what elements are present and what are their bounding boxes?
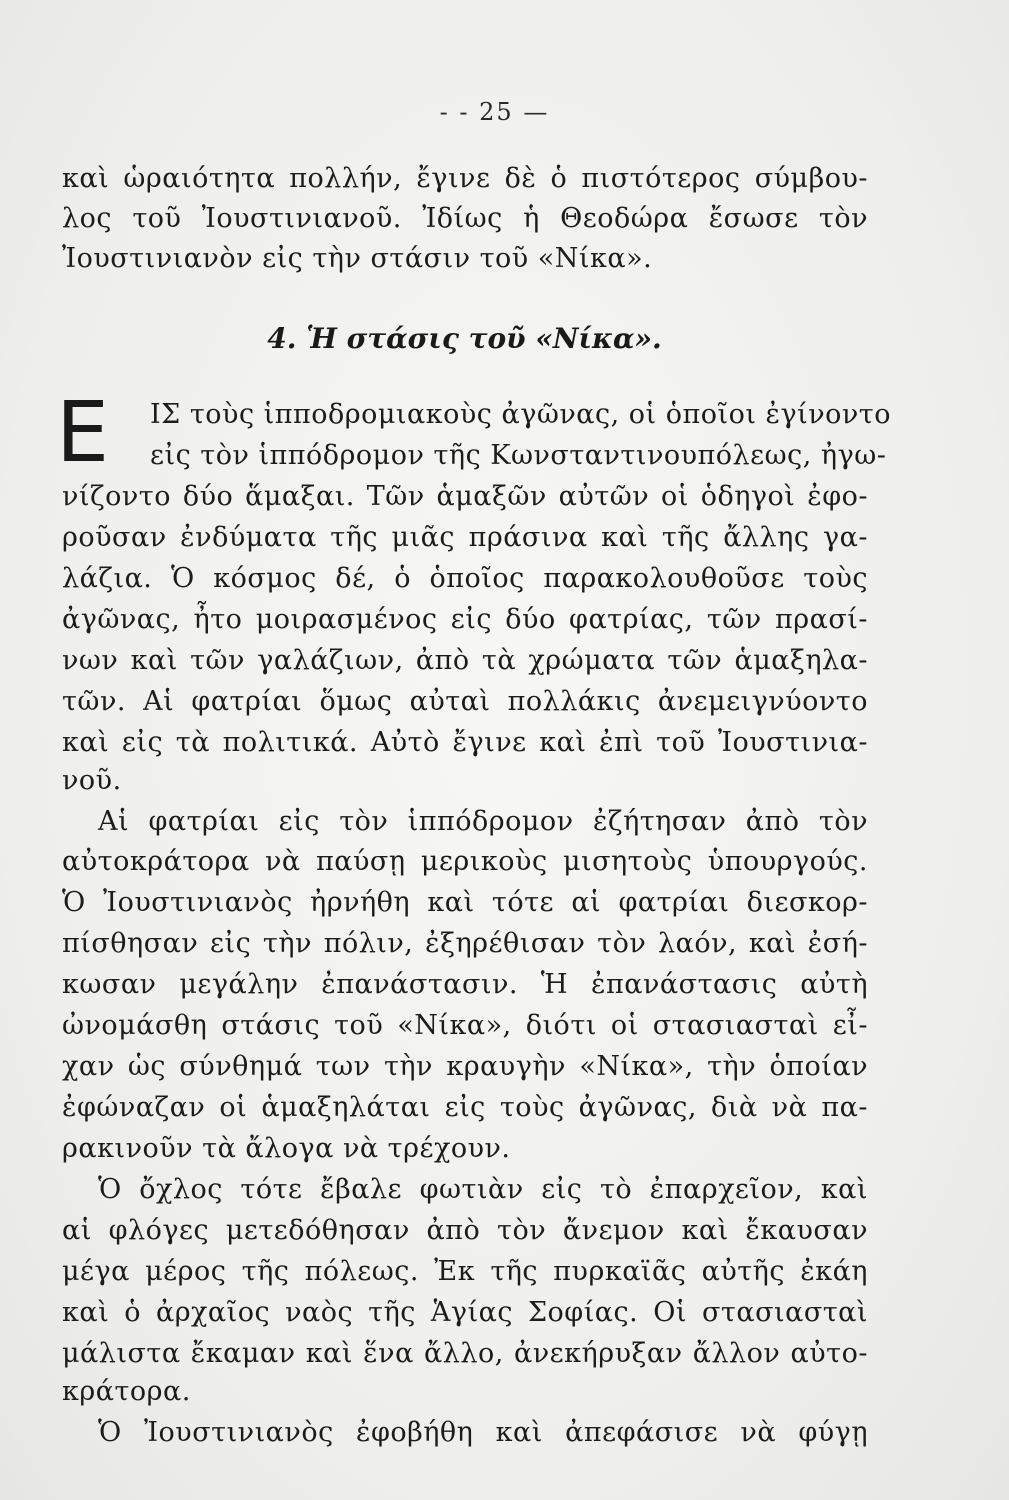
text-line: ἐφώναζαν οἱ ἁμαξηλάται εἰς τοὺς ἀγῶνας, διὰ νὰ πα-	[62, 1092, 868, 1123]
text-line: Ὁ Ἰουστινιανὸς ἐφοβήθη καὶ ἀπεφάσισε νὰ φύγῃ	[98, 1417, 868, 1448]
text-line: ΙΣ τοὺς ἱπποδρομιακοὺς ἀγῶνας, οἱ ὁποῖοι ἐγίνοντο	[150, 399, 891, 430]
text-line: αὐτοκράτορα νὰ παύσῃ μερικοὺς μισητοὺς ὑπουργούς.	[62, 846, 868, 877]
text-line: καὶ εἰς τὰ πολιτικά. Αὐτὸ ἔγινε καὶ ἐπὶ τοῦ Ἰουστινια-	[62, 727, 868, 758]
text-line: λος τοῦ Ἰουστινιανοῦ. Ἰδίως ἡ Θεοδώρα ἔσωσε τὸν	[62, 203, 868, 234]
text-line: αἱ φλόγες μετεδόθησαν ἀπὸ τὸν ἄνεμον καὶ ἔκαυσαν	[62, 1215, 868, 1246]
text-line: λάζια. Ὁ κόσμος δέ, ὁ ὁποῖος παρακολουθοῦσε τοὺς	[62, 563, 868, 594]
text-line: νίζοντο δύο ἅμαξαι. Τῶν ἁμαξῶν αὐτῶν οἱ ὁδηγοὶ ἐφο-	[62, 481, 868, 512]
text-line: κράτορα.	[62, 1376, 191, 1407]
text-line: Ὁ ὄχλος τότε ἔβαλε φωτιὰν εἰς τὸ ἐπαρχεῖον, καὶ	[98, 1174, 868, 1205]
text-line: Ἰουστινιανὸν εἰς τὴν στάσιν τοῦ «Νίκα».	[62, 243, 653, 274]
text-line: πίσθησαν εἰς τὴν πόλιν, ἐξηρέθισαν τὸν λαόν, καὶ ἐσή-	[62, 928, 868, 959]
text-line: ροῦσαν ἐνδύματα τῆς μιᾶς πράσινα καὶ τῆς ἄλλης γα-	[62, 522, 868, 553]
text-line: καὶ ὁ ἀρχαῖος ναὸς τῆς Ἁγίας Σοφίας. Οἱ στασιασταὶ	[62, 1297, 868, 1328]
text-line: ἀγῶνας, ἦτο μοιρασμένος εἰς δύο φατρίας, τῶν πρασί-	[62, 604, 868, 635]
text-line: νοῦ.	[62, 765, 122, 796]
text-line: ρακινοῦν τὰ ἄλογα νὰ τρέχουν.	[62, 1133, 511, 1164]
text-line: μέγα μέρος τῆς πόλεως. Ἐκ τῆς πυρκαϊᾶς αὐτῆς ἐκάη	[62, 1256, 868, 1287]
section-heading	[0, 322, 969, 355]
text-line: μάλιστα ἔκαμαν καὶ ἕνα ἄλλο, ἀνεκήρυξαν ἄλλον αὐτο-	[62, 1338, 868, 1369]
text-line: Ὁ Ἰουστινιανὸς ἠρνήθη καὶ τότε αἱ φατρίαι διεσκορ-	[62, 887, 868, 918]
text-line: κωσαν μεγάλην ἐπανάστασιν. Ἡ ἐπανάστασις αὐτὴ	[62, 969, 868, 1000]
text-line: καὶ ὡραιότητα πολλήν, ἔγινε δὲ ὁ πιστότερος σύμβου-	[62, 163, 868, 194]
text-line: χαν ὡς σύνθημά των τὴν κραυγὴν «Νίκα», τὴν ὁποίαν	[62, 1051, 868, 1082]
drop-cap: Ε	[56, 383, 110, 481]
section-title: Ἡ στάσις τοῦ «Νίκα».	[306, 322, 662, 355]
text-line: Αἱ φατρίαι εἰς τὸν ἱππόδρομον ἐζήτησαν ἀπὸ τὸν	[98, 806, 868, 837]
text-line: νων καὶ τῶν γαλάζιων, ἀπὸ τὰ χρώματα τῶν ἁμαξηλα-	[62, 645, 868, 676]
text-line: ὠνομάσθη στάσις τοῦ «Νίκα», διότι οἱ στασιασταὶ εἶ-	[62, 1010, 868, 1041]
text-line: εἰς τὸν ἱππόδρομον τῆς Κωνσταντινουπόλεως, ἠγω-	[150, 440, 887, 471]
text-line: τῶν. Αἱ φατρίαι ὅμως αὐταὶ πολλάκις ἀνεμειγνύοντο	[62, 686, 868, 717]
page-number: - - 25 —	[439, 98, 550, 126]
section-number: 4.	[267, 322, 297, 355]
